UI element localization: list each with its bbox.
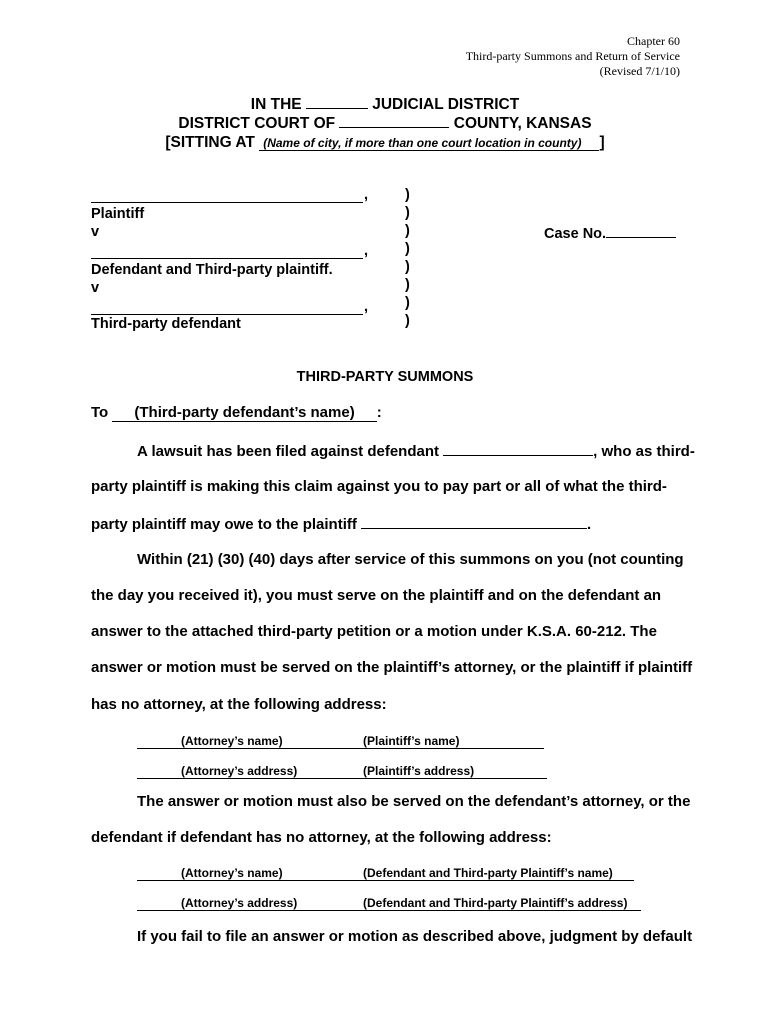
paren-6: ) — [405, 277, 410, 293]
header-revised: (Revised 7/1/10) — [599, 64, 680, 78]
comma-1: , — [364, 187, 369, 203]
para2-line4: answer or motion must be served on the plaintiff’s attorney, or the plaintiff if plaintiff — [91, 659, 693, 676]
address1-plaintiff-address: (Plaintiff’s address) — [363, 764, 475, 778]
comma-2: , — [364, 243, 369, 259]
paren-2: ) — [405, 205, 410, 221]
para3-line2: defendant if defendant has no attorney, at the following address: — [91, 829, 552, 846]
para4-line1: If you fail to file an answer or motion as described above, judgment by default — [137, 928, 693, 945]
para2-line1: Within (21) (30) (40) days after service of this summons on you (not counting — [137, 551, 684, 568]
paren-8: ) — [405, 313, 410, 329]
court-line-2: DISTRICT COURT OF COUNTY, KANSAS — [178, 115, 592, 132]
third-party-defendant-label: Third-party defendant — [91, 316, 241, 332]
sitting-at-field: (Name of city, if more than one court location in county) — [259, 136, 599, 151]
paren-1: ) — [405, 187, 410, 203]
address2-defendant-address: (Defendant and Third-party Plaintiff’s address) — [363, 896, 628, 910]
header-form-title: Third-party Summons and Return of Service — [465, 49, 680, 63]
address1-attorney-address: (Attorney’s address) — [181, 764, 298, 778]
paren-5: ) — [405, 259, 410, 275]
defendant-name-blank — [443, 441, 593, 456]
paren-3: ) — [405, 223, 410, 239]
header-chapter: Chapter 60 — [627, 34, 680, 48]
county-blank — [339, 127, 449, 128]
address2-defendant-name: (Defendant and Third-party Plaintiff’s name) — [363, 866, 613, 880]
versus-1: v — [91, 224, 100, 240]
summons-title: THIRD-PARTY SUMMONS — [296, 369, 474, 385]
para2-line3: answer to the attached third-party petition or a motion under K.S.A. 60-212. The — [91, 623, 657, 640]
para2-line5: has no attorney, at the following address: — [91, 696, 387, 713]
to-line: To (Third-party defendant’s name) : — [91, 404, 382, 421]
court-line-3: [SITTING AT (Name of city, if more than one court location in county) ] — [165, 134, 605, 151]
address1-name-line — [137, 734, 544, 749]
third-party-defendant-name-field: (Third-party defendant’s name) — [112, 404, 376, 422]
address1-address-line — [137, 764, 547, 779]
case-number: Case No. — [544, 223, 676, 243]
third-party-name-line — [91, 298, 363, 315]
paren-4: ) — [405, 241, 410, 257]
para2-line2: the day you received it), you must serve on the plaintiff and on the defendant an — [91, 587, 662, 604]
address1-plaintiff-name: (Plaintiff’s name) — [363, 734, 460, 748]
defendant-label: Defendant and Third-party plaintiff. — [91, 262, 333, 278]
para1-line1: A lawsuit has been filed against defendant , who as third- — [137, 443, 695, 460]
para1-line2: party plaintiff is making this claim against you to pay part or all of what the third- — [91, 478, 667, 495]
judicial-district-blank — [306, 108, 368, 109]
address2-name-line — [137, 866, 634, 881]
case-number-blank — [606, 223, 676, 238]
plaintiff-name-line — [91, 186, 363, 203]
para1-line3: party plaintiff may owe to the plaintiff . — [91, 516, 592, 533]
defendant-name-line — [91, 242, 363, 259]
address2-attorney-address: (Attorney’s address) — [181, 896, 298, 910]
court-line-1: IN THE JUDICIAL DISTRICT — [250, 96, 520, 113]
paren-7: ) — [405, 295, 410, 311]
address2-attorney-name: (Attorney’s name) — [181, 866, 283, 880]
plaintiff-owed-blank — [361, 514, 587, 529]
address2-address-line — [137, 896, 641, 911]
address1-attorney-name: (Attorney’s name) — [181, 734, 283, 748]
plaintiff-label: Plaintiff — [91, 206, 145, 222]
para3-line1: The answer or motion must also be served on the defendant’s attorney, or the — [137, 793, 691, 810]
comma-3: , — [364, 299, 369, 315]
versus-2: v — [91, 280, 100, 296]
